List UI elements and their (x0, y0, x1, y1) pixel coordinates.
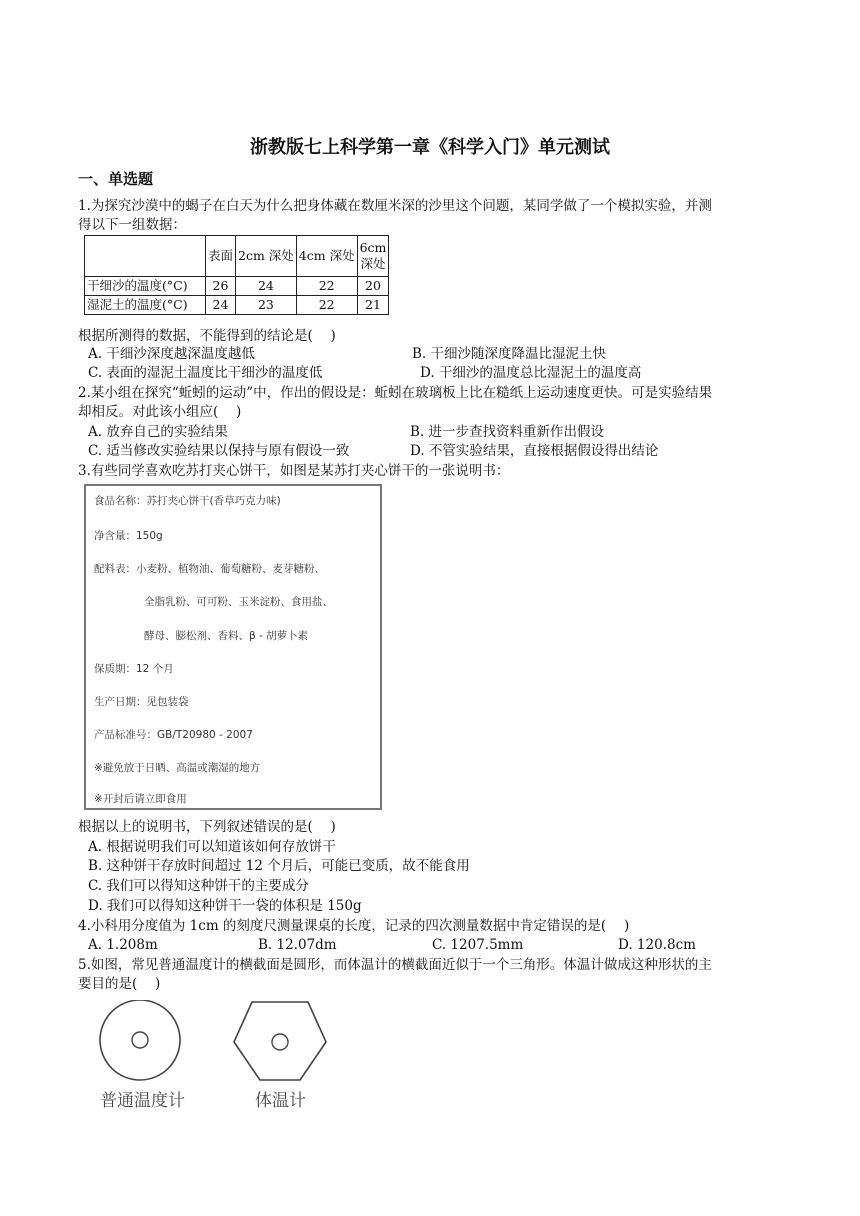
label-open-note: ※开封后请立即食用 (94, 793, 187, 805)
q1-option-b[interactable]: B. 干细沙随深度降温比湿泥土快 (412, 346, 607, 362)
q1-option-d[interactable]: D. 干细沙的温度总比湿泥土的温度高 (420, 365, 642, 381)
table-row (85, 277, 389, 296)
table-cell: 22 (296, 296, 357, 315)
section-heading: 一、单选题 (78, 170, 154, 188)
q3-option-c[interactable]: C. 我们可以得知这种饼干的主要成分 (88, 878, 309, 894)
q1-stem-line1: 1.为探究沙漠中的蝎子在白天为什么把身体藏在数厘米深的沙里这个问题，某同学做了一个模拟实验，并测 (78, 198, 712, 214)
clinical-thermometer-triangle (234, 1002, 326, 1080)
q1-stem-line2: 得以下一组数据： (78, 217, 186, 233)
q4-option-a[interactable]: A. 1.208m (88, 937, 158, 953)
q1-ask: 根据所测得的数据，不能得到的结论是( ) (78, 328, 336, 344)
table-header-cell: 2cm 深处 (236, 236, 297, 277)
table-header-cell (357, 236, 389, 277)
q2-stem-line2: 却相反。对此该小组应( ) (78, 404, 242, 420)
caption-ordinary-thermometer: 普通温度计 (100, 1091, 185, 1111)
table-row (85, 296, 389, 315)
q3-option-d[interactable]: D. 我们可以得知这种饼干一袋的体积是 150g (88, 898, 362, 914)
label-storage-note: ※避免放于日晒、高温或潮湿的地方 (94, 762, 261, 774)
q3-option-b[interactable]: B. 这种饼干存放时间超过 12 个月后，可能已变质，故不能食用 (88, 858, 470, 874)
table-cell: 21 (357, 296, 389, 315)
q2-option-d[interactable]: D. 不管实验结果，直接根据假设得出结论 (410, 443, 659, 459)
q2-option-b[interactable]: B. 进一步查找资料重新作出假设 (410, 424, 605, 440)
label-food-name: 食品名称：苏打夹心饼干(香草巧克力味) (94, 495, 281, 507)
label-shelf-life: 保质期：12 个月 (94, 663, 174, 675)
table-header-cell: 4cm 深处 (296, 236, 357, 277)
table-header-row (85, 236, 389, 277)
label-ingredients-line1: 配料表：小麦粉、植物油、葡萄糖粉、麦芽糖粉、 (94, 563, 325, 575)
label-production-date: 生产日期：见包装袋 (94, 696, 189, 708)
table-cell: 24 (236, 277, 297, 296)
table-corner-cell (85, 236, 206, 277)
table-row-label: 湿泥土的温度(°C) (85, 296, 206, 315)
q1-data-table (84, 235, 389, 315)
q5-stem-line2: 要目的是( ) (78, 976, 161, 992)
label-net-weight: 净含量：150g (94, 530, 163, 542)
label-ingredients-line3: 酵母、膨松剂、香料、β - 胡萝卜素 (144, 630, 309, 642)
table-cell: 22 (296, 277, 357, 296)
q1-option-c[interactable]: C. 表面的湿泥土温度比干细沙的温度低 (88, 365, 323, 381)
q4-option-b[interactable]: B. 12.07dm (258, 937, 337, 953)
label-standard-number: 产品标准号：GB/T20980 - 2007 (94, 729, 253, 741)
q2-option-c[interactable]: C. 适当修改实验结果以保持与原有假设一致 (88, 443, 350, 459)
q4-option-d[interactable]: D. 120.8cm (618, 937, 696, 953)
table-header-6cm-line2: 深处 (360, 256, 386, 271)
q3-stem: 3.有些同学喜欢吃苏打夹心饼干，如图是某苏打夹心饼干的一张说明书： (78, 463, 510, 479)
q3-option-a[interactable]: A. 根据说明我们可以知道该如何存放饼干 (88, 839, 336, 855)
table-row-label: 干细沙的温度(°C) (85, 277, 206, 296)
q4-stem: 4.小科用分度值为 1cm 的刻度尺测量课桌的长度，记录的四次测量数据中肯定错误的是( ) (78, 918, 630, 934)
biscuit-label-image (84, 484, 382, 810)
table-header-cell: 表面 (206, 236, 236, 277)
q5-stem-line1: 5.如图，常见普通温度计的横截面是圆形，而体温计的横截面近似于一个三角形。体温计做成这种形状的主 (78, 957, 712, 973)
q1-option-a[interactable]: A. 干细沙深度越深温度越低 (88, 346, 255, 362)
table-cell: 23 (236, 296, 297, 315)
table-cell: 20 (357, 277, 389, 296)
caption-clinical-thermometer: 体温计 (255, 1091, 306, 1111)
page-title: 浙教版七上科学第一章《科学入门》单元测试 (250, 137, 610, 158)
table-cell: 24 (206, 296, 236, 315)
q2-option-a[interactable]: A. 放弃自己的实验结果 (88, 424, 228, 440)
table-header-6cm-line1: 6cm (359, 240, 387, 255)
ordinary-thermometer-circle (100, 1000, 180, 1080)
table-cell: 26 (206, 277, 236, 296)
q3-ask: 根据以上的说明书，下列叙述错误的是( ) (78, 819, 336, 835)
q2-stem-line1: 2.某小组在探究“蚯蚓的运动”中，作出的假设是：蚯蚓在玻璃板上比在糙纸上运动速度更快。可是实验结果 (78, 385, 713, 401)
label-ingredients-line2: 全脂乳粉、可可粉、玉米淀粉、食用盐、 (144, 596, 333, 608)
q4-option-c[interactable]: C. 1207.5mm (432, 937, 524, 953)
